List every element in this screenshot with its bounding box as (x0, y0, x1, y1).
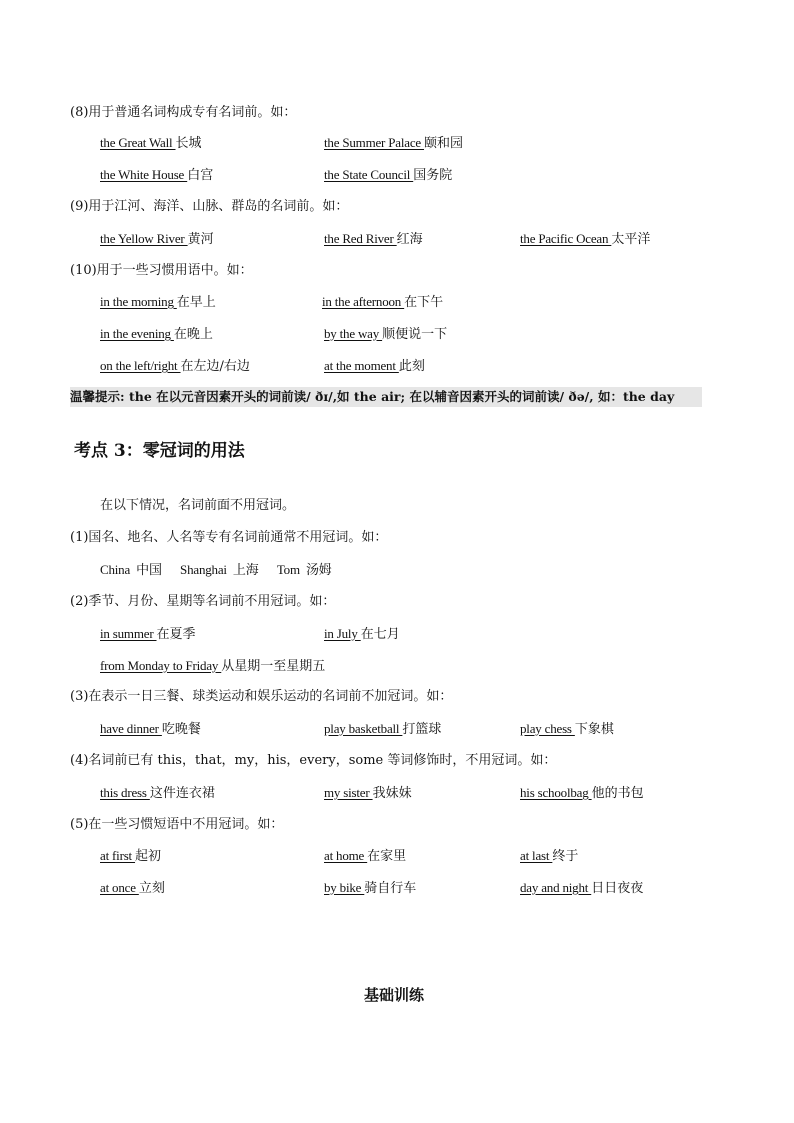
example-item (100, 325, 213, 344)
example-en: the White House (100, 167, 188, 182)
example-zh: 在左边/右边 (180, 359, 250, 374)
example-zh: 红海 (396, 232, 423, 247)
example-en: by the way (324, 326, 383, 341)
example-zh: 国务院 (413, 168, 453, 183)
example-zh: 日日夜夜 (591, 881, 644, 896)
example-zh: 立刻 (138, 881, 165, 896)
example-item (520, 879, 643, 898)
example-en: play basketball (324, 721, 403, 736)
example-item (100, 625, 196, 644)
example-en: the Great Wall (100, 135, 176, 150)
example-item (520, 230, 650, 249)
section-10-heading: (10)用于一些习惯用语中。如： (70, 263, 253, 278)
example-en: in the morning (100, 294, 177, 309)
example-item (324, 357, 425, 376)
example-zh: 在家里 (367, 849, 407, 864)
example-item (324, 230, 423, 249)
example-item (520, 720, 614, 739)
example-en: in the afternoon (322, 294, 405, 309)
example-item (100, 879, 165, 898)
example-zh: 在七月 (360, 627, 400, 642)
example-item (100, 657, 325, 676)
section-9-heading: (9)用于江河、海洋、山脉、群岛的名词前。如： (70, 199, 349, 214)
example-item (322, 293, 443, 312)
example-item (324, 784, 412, 803)
rule-5-heading: (5)在一些习惯短语中不用冠词。如： (70, 817, 284, 832)
example-en: on the left/right (100, 358, 181, 373)
example-en: in July (324, 626, 361, 641)
example-zh: 下象棋 (574, 722, 614, 737)
example-zh: 打篮球 (402, 722, 442, 737)
rule-1-examples: China 中国 Shanghai 上海 Tom 汤姆 (100, 562, 332, 577)
example-zh: 起初 (135, 849, 162, 864)
rule-4-heading: (4)名词前已有 this，that，my，his，every，some 等词修饰时，不用冠词。如： (70, 753, 557, 768)
example-en: at the moment (324, 358, 399, 373)
example-en: this dress (100, 785, 150, 800)
example-zh: 他的书包 (591, 786, 644, 801)
example-en: have dinner (100, 721, 162, 736)
example-en: play chess (520, 721, 575, 736)
example-en: the Red River (324, 231, 397, 246)
section-title: 考点 3：零冠词的用法 (74, 441, 245, 461)
example-en: at once (100, 880, 139, 895)
intro-text: 在以下情况，名词前面不用冠词。 (100, 498, 296, 513)
example-en: the Pacific Ocean (520, 231, 612, 246)
example-item (324, 325, 447, 344)
example-zh: 这件连衣裙 (149, 786, 215, 801)
example-item (520, 784, 644, 803)
example-en: my sister (324, 785, 373, 800)
example-en: his schoolbag (520, 785, 592, 800)
example-zh: 太平洋 (611, 232, 651, 247)
example-item (324, 720, 441, 739)
example-en: in the evening (100, 326, 174, 341)
example-zh: 终于 (552, 849, 579, 864)
example-item (100, 230, 214, 249)
example-en: from Monday to Friday (100, 658, 222, 673)
example-en: at first (100, 848, 136, 863)
example-zh: 长城 (175, 136, 202, 151)
example-item (324, 166, 452, 185)
example-zh: 我妹妹 (372, 786, 412, 801)
practice-title: 基础训练 (364, 986, 425, 1004)
example-zh: 在晚上 (173, 327, 213, 342)
example-en: at home (324, 848, 368, 863)
example-item (100, 134, 202, 153)
example-item (324, 134, 463, 153)
example-item (100, 784, 215, 803)
rule-1-heading: (1)国名、地名、人名等专有名词前通常不用冠词。如： (70, 530, 388, 545)
example-en: the State Council (324, 167, 414, 182)
section-8-heading: (8)用于普通名词构成专有名词前。如： (70, 105, 297, 120)
example-item (324, 625, 400, 644)
example-zh: 白宫 (187, 168, 214, 183)
example-zh: 在夏季 (156, 627, 196, 642)
example-item (520, 847, 578, 866)
example-en: the Summer Palace (324, 135, 425, 150)
example-item (100, 293, 216, 312)
example-zh: 骑自行车 (364, 881, 417, 896)
rule-3-heading: (3)在表示一日三餐、球类运动和娱乐运动的名词前不加冠词。如： (70, 689, 453, 704)
example-item (324, 847, 406, 866)
rule-2-heading: (2)季节、月份、星期等名词前不用冠词。如： (70, 594, 336, 609)
example-zh: 在早上 (176, 295, 216, 310)
example-zh: 顺便说一下 (382, 327, 448, 342)
example-zh: 颐和园 (424, 136, 464, 151)
example-zh: 黄河 (187, 232, 214, 247)
example-en: the Yellow River (100, 231, 188, 246)
example-zh: 此刻 (398, 359, 425, 374)
example-zh: 吃晚餐 (161, 722, 201, 737)
example-item (100, 166, 213, 185)
example-item (100, 720, 201, 739)
example-en: at last (520, 848, 553, 863)
example-zh: 从星期一至星期五 (221, 659, 326, 674)
example-zh: 在下午 (404, 295, 444, 310)
example-en: day and night (520, 880, 592, 895)
example-item (324, 879, 416, 898)
example-item (100, 847, 161, 866)
example-item (100, 357, 250, 376)
tip-banner: 温馨提示: the 在以元音因素开头的词前读/ ðɪ/,如 the air; 在以辅音因素开头的词前读/ ðə/, 如：the day (70, 387, 702, 407)
example-en: in summer (100, 626, 157, 641)
example-en: by bike (324, 880, 365, 895)
